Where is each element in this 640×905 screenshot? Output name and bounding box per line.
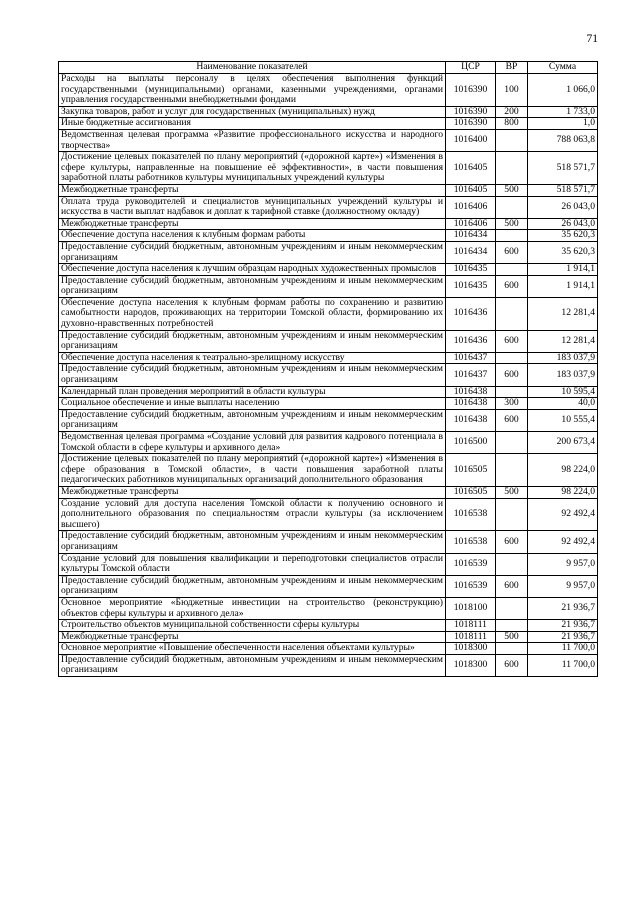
cell-name: Основное мероприятие «Бюджетные инвестиции на строительство (реконструкцию) объектов сферы культуры и архивного дела» (59, 597, 446, 619)
cell-name: Оплата труда руководителей и специалистов муниципальных учреждений культуры и искусства в части выплат надбавок и доплат к тарифной ставке (должностному окладу) (59, 196, 446, 218)
cell-sum: 183 037,9 (528, 364, 598, 386)
cell-vr: 600 (496, 409, 528, 431)
cell-csr: 1016505 (446, 454, 496, 487)
cell-name: Предоставление субсидий бюджетным, автономным учреждениям и иным некоммерческим организациям (59, 330, 446, 352)
cell-csr: 1016400 (446, 129, 496, 151)
cell-name: Предоставление субсидий бюджетным, автономным учреждениям и иным некоммерческим организациям (59, 654, 446, 676)
cell-vr: 600 (496, 531, 528, 553)
cell-csr: 1016500 (446, 432, 496, 454)
table-row (59, 241, 598, 263)
cell-csr: 1016406 (446, 218, 496, 230)
cell-vr (496, 352, 528, 364)
table-row (59, 152, 598, 185)
cell-vr (496, 152, 528, 185)
cell-vr (496, 129, 528, 151)
budget-table (58, 61, 598, 677)
cell-csr: 1016437 (446, 352, 496, 364)
cell-name: Создание условий для доступа населения Томской области к получению основного и дополнительного образования по специальностям отрасли культуры (за исключением высшего) (59, 498, 446, 531)
cell-sum: 26 043,0 (528, 218, 598, 230)
table-body (59, 74, 598, 677)
cell-name: Предоставление субсидий бюджетным, автономным учреждениям и иным некоммерческим организациям (59, 364, 446, 386)
cell-csr: 1016539 (446, 575, 496, 597)
cell-sum: 92 492,4 (528, 498, 598, 531)
cell-name: Обеспечение доступа населения к лучшим образцам народных художественных промыслов (59, 264, 446, 276)
cell-sum: 1 066,0 (528, 74, 598, 107)
cell-name: Межбюджетные трансферты (59, 486, 446, 498)
cell-vr: 500 (496, 218, 528, 230)
table-row (59, 129, 598, 151)
cell-sum: 26 043,0 (528, 196, 598, 218)
cell-csr: 1016405 (446, 152, 496, 185)
cell-name: Предоставление субсидий бюджетным, автономным учреждениям и иным некоммерческим организациям (59, 409, 446, 431)
table-row (59, 654, 598, 676)
header-name: Наименование показателей (59, 62, 446, 74)
cell-name: Предоставление субсидий бюджетным, автономным учреждениям и иным некоммерческим организациям (59, 531, 446, 553)
cell-name: Межбюджетные трансферты (59, 631, 446, 643)
cell-name: Межбюджетные трансферты (59, 218, 446, 230)
table-row (59, 486, 598, 498)
table-header-row (59, 62, 598, 74)
table-row (59, 398, 598, 410)
cell-sum: 12 281,4 (528, 297, 598, 330)
table-row (59, 184, 598, 196)
table-row (59, 330, 598, 352)
table-row (59, 118, 598, 130)
cell-sum: 35 620,3 (528, 230, 598, 242)
cell-sum: 35 620,3 (528, 241, 598, 263)
cell-sum: 183 037,9 (528, 352, 598, 364)
cell-csr: 1016436 (446, 297, 496, 330)
cell-csr: 1016435 (446, 275, 496, 297)
cell-vr: 600 (496, 330, 528, 352)
cell-vr: 600 (496, 241, 528, 263)
cell-name: Предоставление субсидий бюджетным, автономным учреждениям и иным некоммерческим организациям (59, 241, 446, 263)
header-csr: ЦСР (446, 62, 496, 74)
cell-name: Основное мероприятие «Повышение обеспеченности населения объектами культуры» (59, 643, 446, 655)
cell-csr: 1016406 (446, 196, 496, 218)
cell-sum: 21 936,7 (528, 620, 598, 632)
cell-sum: 98 224,0 (528, 454, 598, 487)
cell-vr (496, 643, 528, 655)
table-row (59, 454, 598, 487)
cell-vr (496, 498, 528, 531)
cell-sum: 21 936,7 (528, 631, 598, 643)
cell-name: Закупка товаров, работ и услуг для государственных (муниципальных) нужд (59, 106, 446, 118)
table-row (59, 553, 598, 575)
table-row (59, 264, 598, 276)
cell-name: Ведомственная целевая программа «Развитие профессионального искусства и народного творчества» (59, 129, 446, 151)
cell-vr (496, 196, 528, 218)
cell-csr: 1016434 (446, 230, 496, 242)
cell-sum: 1 914,1 (528, 275, 598, 297)
cell-sum: 1,0 (528, 118, 598, 130)
cell-sum: 40,0 (528, 398, 598, 410)
table-row (59, 74, 598, 107)
cell-csr: 1016435 (446, 264, 496, 276)
cell-name: Иные бюджетные ассигнования (59, 118, 446, 130)
cell-name: Ведомственная целевая программа «Создание условий для развития кадрового потенциала в Томской области в сфере культуры и архивного дела» (59, 432, 446, 454)
cell-vr: 600 (496, 364, 528, 386)
cell-sum: 1 733,0 (528, 106, 598, 118)
page-number: 71 (586, 33, 598, 45)
cell-name: Достижение целевых показателей по плану мероприятий («дорожной карте») «Изменения в сфере культуры, направленные на повышение её эффективности», в части повышения заработной платы работников культуры муниципальных учреждений культуры (59, 152, 446, 185)
cell-sum: 9 957,0 (528, 575, 598, 597)
cell-csr: 1016539 (446, 553, 496, 575)
cell-csr: 1018111 (446, 620, 496, 632)
cell-vr (496, 386, 528, 398)
cell-sum: 12 281,4 (528, 330, 598, 352)
cell-name: Расходы на выплаты персоналу в целях обеспечения выполнения функций государственными (муниципальными) органами, казенными учреждениями, органами управления государственными внебюджетными фондами (59, 74, 446, 107)
cell-csr: 1016434 (446, 241, 496, 263)
cell-vr (496, 597, 528, 619)
table-row (59, 597, 598, 619)
cell-name: Социальное обеспечение и иные выплаты населению (59, 398, 446, 410)
cell-sum: 788 063,8 (528, 129, 598, 151)
cell-csr: 1016438 (446, 398, 496, 410)
cell-csr: 1016438 (446, 409, 496, 431)
cell-sum: 21 936,7 (528, 597, 598, 619)
cell-sum: 11 700,0 (528, 654, 598, 676)
cell-sum: 98 224,0 (528, 486, 598, 498)
cell-csr: 1016436 (446, 330, 496, 352)
cell-vr: 600 (496, 275, 528, 297)
cell-name: Обеспечение доступа населения к клубным формам работы (59, 230, 446, 242)
table-row (59, 498, 598, 531)
cell-csr: 1018100 (446, 597, 496, 619)
cell-name: Строительство объектов муниципальной собственности сферы культуры (59, 620, 446, 632)
cell-sum: 10 595,4 (528, 386, 598, 398)
cell-vr: 300 (496, 398, 528, 410)
cell-sum: 11 700,0 (528, 643, 598, 655)
cell-sum: 200 673,4 (528, 432, 598, 454)
cell-vr: 500 (496, 631, 528, 643)
table-row (59, 631, 598, 643)
cell-vr: 500 (496, 184, 528, 196)
table-row (59, 643, 598, 655)
table-row (59, 531, 598, 553)
cell-vr (496, 432, 528, 454)
cell-sum: 9 957,0 (528, 553, 598, 575)
cell-vr (496, 553, 528, 575)
table-row (59, 432, 598, 454)
cell-sum: 518 571,7 (528, 152, 598, 185)
cell-csr: 1016390 (446, 106, 496, 118)
table-row (59, 106, 598, 118)
table-row (59, 620, 598, 632)
header-vr: ВР (496, 62, 528, 74)
table-row (59, 230, 598, 242)
cell-csr: 1018111 (446, 631, 496, 643)
cell-csr: 1016390 (446, 74, 496, 107)
cell-vr: 600 (496, 575, 528, 597)
cell-name: Обеспечение доступа населения к театрально-зрелищному искусству (59, 352, 446, 364)
cell-csr: 1016390 (446, 118, 496, 130)
cell-csr: 1018300 (446, 643, 496, 655)
cell-sum: 1 914,1 (528, 264, 598, 276)
table-row (59, 196, 598, 218)
cell-sum: 518 571,7 (528, 184, 598, 196)
cell-name: Достижение целевых показателей по плану мероприятий («дорожной карте») «Изменения в сфере образования в Томской области», в части повышения заработной платы педагогических работников муниципальных организаций дополнительного образования (59, 454, 446, 487)
table-row (59, 218, 598, 230)
cell-csr: 1016538 (446, 498, 496, 531)
cell-csr: 1016437 (446, 364, 496, 386)
table-row (59, 386, 598, 398)
table-row (59, 352, 598, 364)
cell-name: Межбюджетные трансферты (59, 184, 446, 196)
cell-vr (496, 297, 528, 330)
table-row (59, 409, 598, 431)
cell-vr: 500 (496, 486, 528, 498)
cell-name: Предоставление субсидий бюджетным, автономным учреждениям и иным некоммерческим организациям (59, 575, 446, 597)
cell-name: Создание условий для повышения квалификации и переподготовки специалистов отрасли культуры Томской области (59, 553, 446, 575)
cell-vr (496, 230, 528, 242)
cell-vr: 600 (496, 654, 528, 676)
table-row (59, 275, 598, 297)
header-sum: Сумма (528, 62, 598, 74)
cell-vr: 200 (496, 106, 528, 118)
cell-vr (496, 454, 528, 487)
table-row (59, 575, 598, 597)
cell-sum: 10 555,4 (528, 409, 598, 431)
cell-csr: 1016505 (446, 486, 496, 498)
cell-vr: 800 (496, 118, 528, 130)
cell-name: Обеспечение доступа населения к клубным формам работы по сохранению и развитию самобытности народов, проживающих на территории Томской области, формированию их духовно-нравственных потребностей (59, 297, 446, 330)
cell-vr: 100 (496, 74, 528, 107)
cell-vr (496, 620, 528, 632)
table-row (59, 297, 598, 330)
cell-name: Календарный план проведения мероприятий в области культуры (59, 386, 446, 398)
cell-csr: 1016438 (446, 386, 496, 398)
table-row (59, 364, 598, 386)
cell-csr: 1016538 (446, 531, 496, 553)
cell-vr (496, 264, 528, 276)
cell-name: Предоставление субсидий бюджетным, автономным учреждениям и иным некоммерческим организациям (59, 275, 446, 297)
cell-csr: 1016405 (446, 184, 496, 196)
cell-csr: 1018300 (446, 654, 496, 676)
cell-sum: 92 492,4 (528, 531, 598, 553)
